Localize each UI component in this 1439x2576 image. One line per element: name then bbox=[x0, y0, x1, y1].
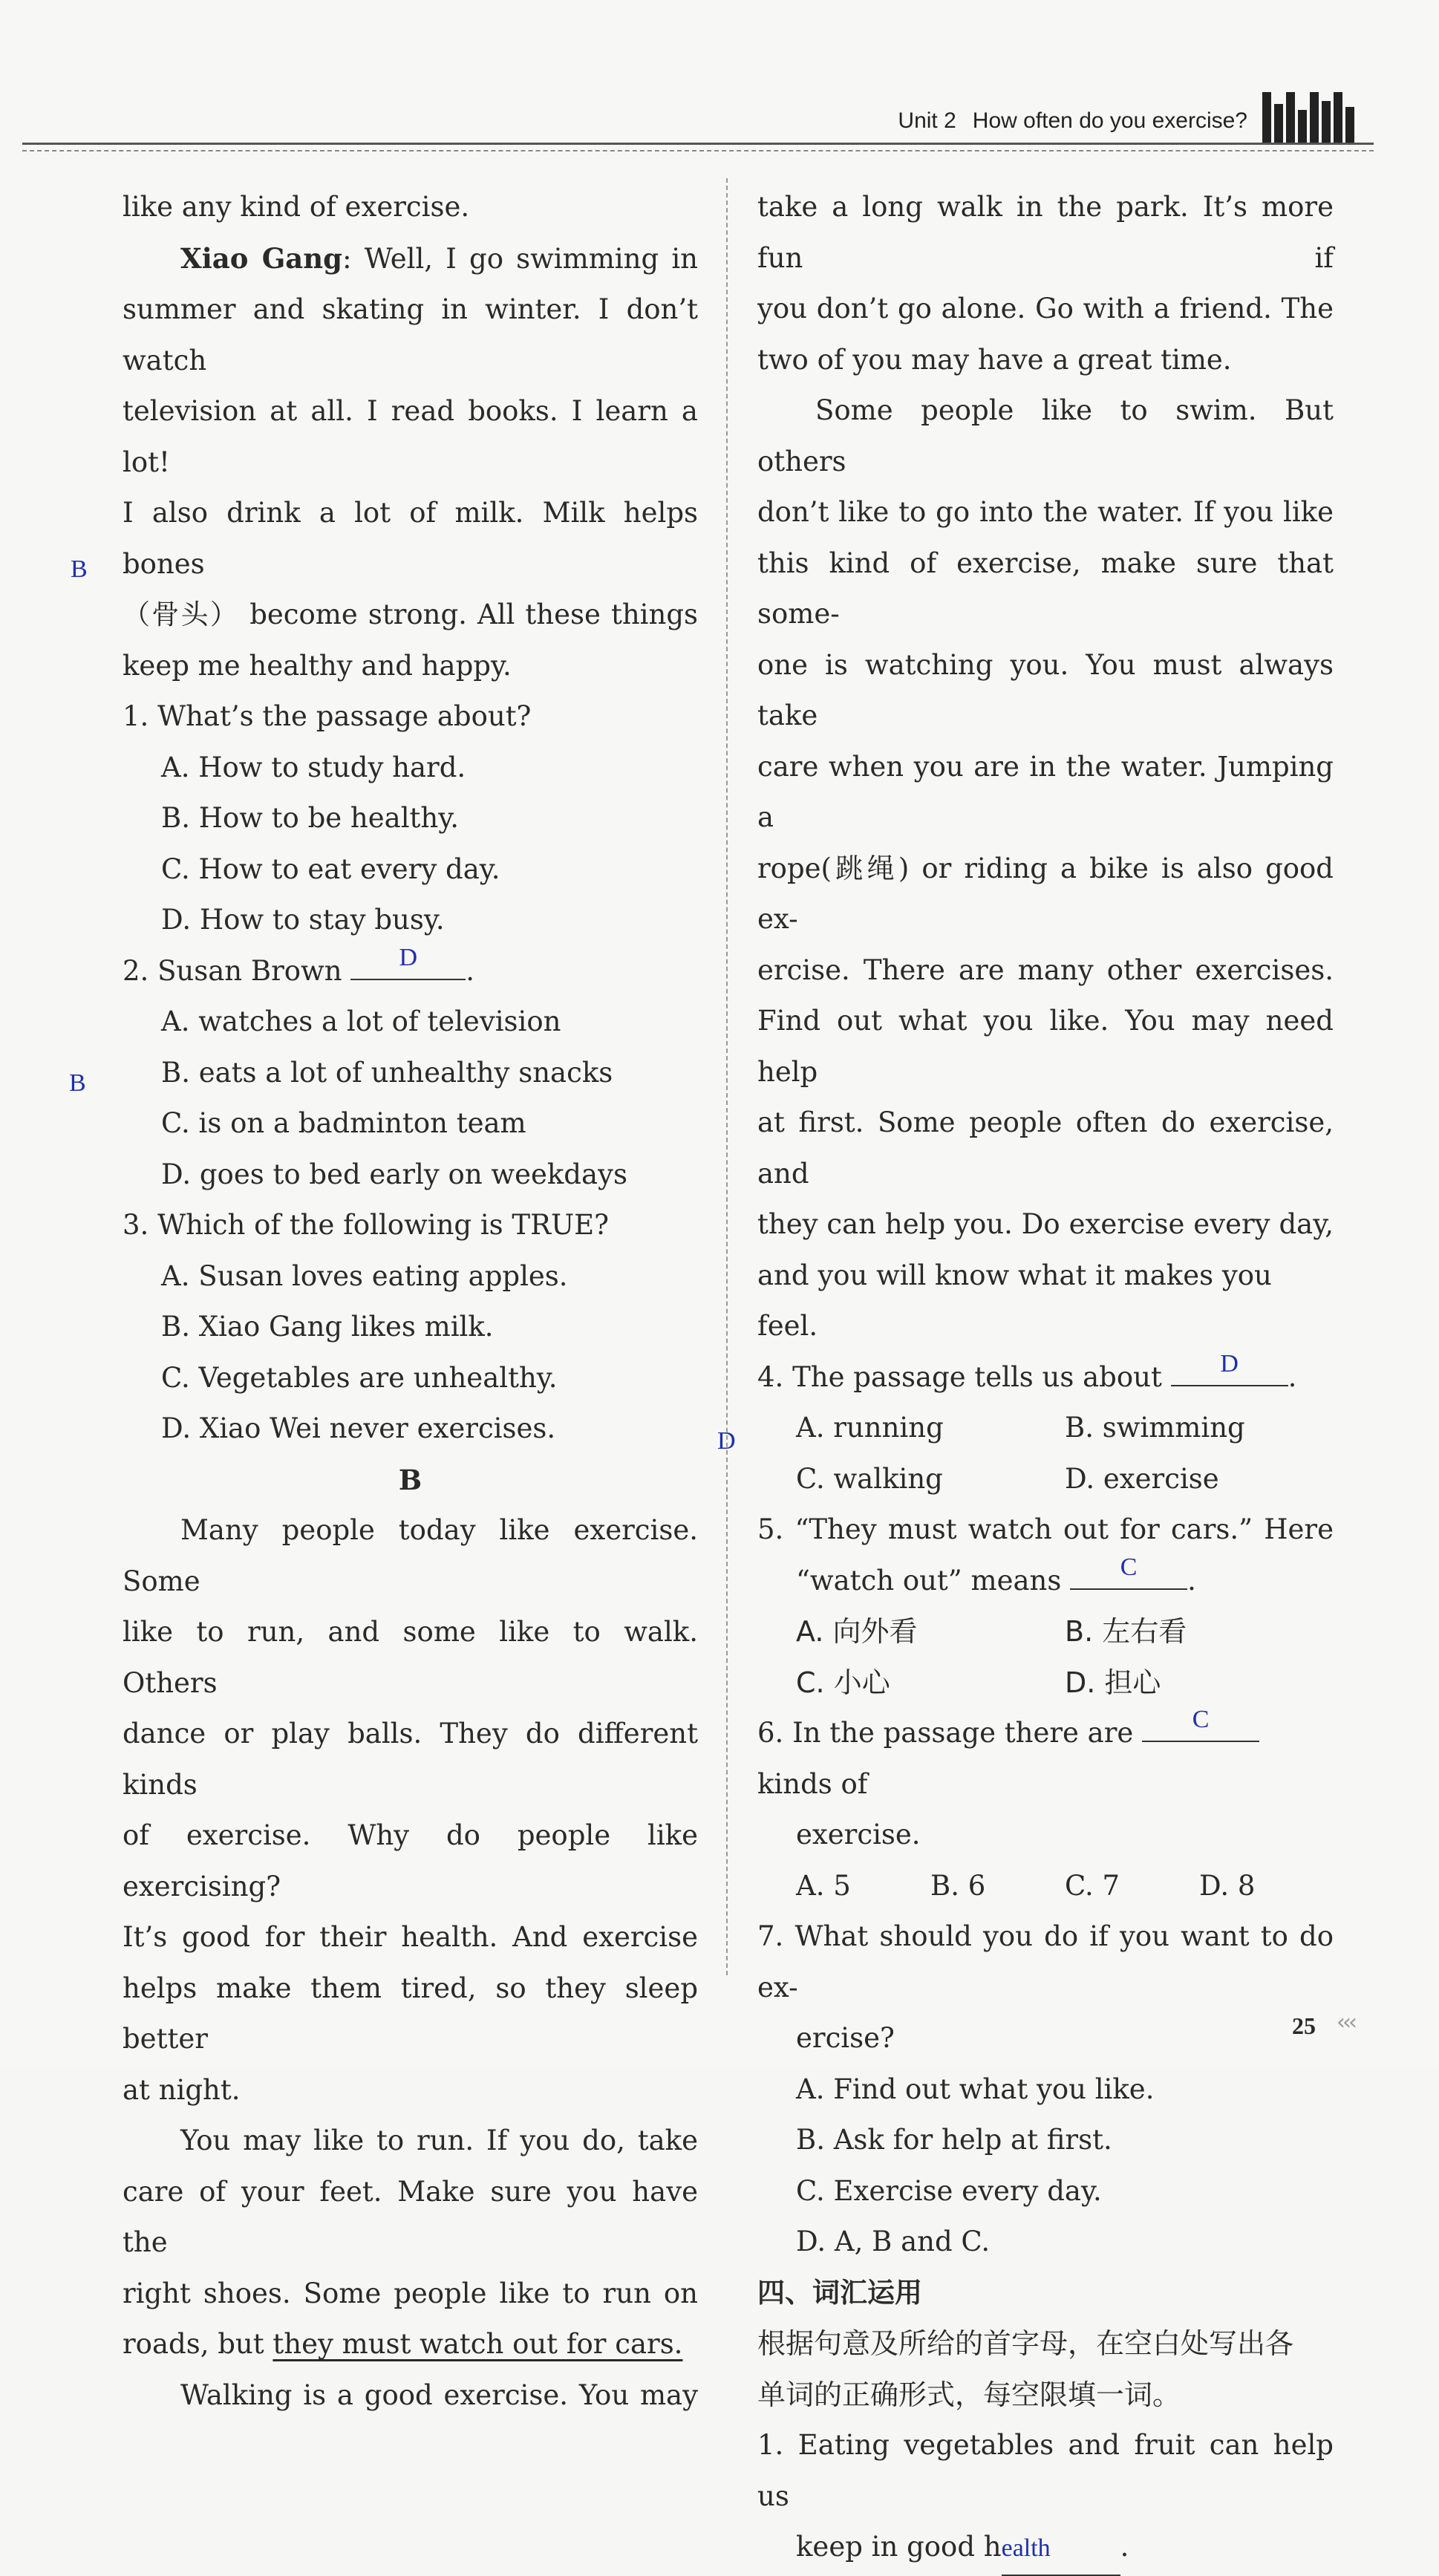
passage-line: don’t like to go into the water. If you like bbox=[757, 496, 1334, 528]
passage-line: they can help you. Do exercise every day, bbox=[757, 1208, 1334, 1240]
handwritten-answer: D bbox=[399, 943, 418, 971]
question-1-stem: 1. What’s the passage about? bbox=[123, 700, 532, 732]
piano-keys-icon bbox=[1262, 89, 1359, 144]
passage-line: at night. bbox=[123, 2073, 241, 2106]
vocab-item-1: 1. Eating vegetables and fruit can help us bbox=[757, 2429, 1334, 2512]
section-4-instruction: 单词的正确形式，每空限填一词。 bbox=[757, 2378, 1181, 2411]
passage-line: this kind of exercise, make sure that some- bbox=[757, 547, 1334, 630]
passage-line: ercise. There are many other exercises. bbox=[757, 953, 1334, 986]
answer-blank bbox=[350, 943, 466, 980]
passage-line: Walking is a good exercise. You may bbox=[180, 2378, 698, 2411]
question-4-options: A. running B. swimming bbox=[796, 1412, 1245, 1444]
section-4-instruction: 根据句意及所给的首字母，在空白处写出各 bbox=[757, 2327, 1294, 2360]
question-7-stem: 7. What should you do if you want to do ex- bbox=[757, 1920, 1334, 2003]
page-number: 25 bbox=[1292, 2012, 1316, 2039]
question-5-stem: 5. “They must watch out for cars.” Here bbox=[757, 1513, 1334, 1545]
question-6-stem-2: exercise. bbox=[796, 1819, 921, 1851]
page-header bbox=[22, 89, 1374, 149]
section-4-title: 四、词汇运用 bbox=[757, 2276, 922, 2309]
question-1-option: B. How to be healthy. bbox=[161, 802, 460, 834]
passage-line: care of your feet. Make sure you have the bbox=[123, 2175, 698, 2258]
question-2-option: B. eats a lot of unhealthy snacks bbox=[161, 1056, 613, 1089]
header-unit-title: How often do you exercise? bbox=[972, 108, 1247, 133]
passage-line: Some people like to swim. But others bbox=[757, 394, 1334, 477]
handwritten-answer: C bbox=[1120, 1553, 1138, 1581]
margin-answer: D bbox=[717, 1427, 736, 1455]
answer-blank bbox=[1142, 1708, 1259, 1742]
passage-line: I also drink a lot of milk. Milk helps bones bbox=[123, 497, 698, 580]
passage-line: Many people today like exercise. Some bbox=[123, 1514, 698, 1597]
question-1-option: C. How to eat every day. bbox=[161, 852, 500, 885]
section-b-heading: B bbox=[398, 1463, 422, 1496]
left-column bbox=[123, 182, 698, 2421]
question-7-stem-2: ercise? bbox=[796, 2022, 895, 2054]
passage-line: and you will know what it makes you feel. bbox=[757, 1259, 1272, 1342]
question-7-option: D. A, B and C. bbox=[796, 2226, 991, 2257]
header-rule bbox=[22, 143, 1374, 145]
question-6-options: A. 5 B. 6 C. 7 D. 8 bbox=[796, 1869, 1256, 1902]
vocab-item-1-line2: keep in good health . bbox=[757, 2522, 1334, 2576]
question-2-option: D. goes to bed early on weekdays bbox=[161, 1158, 627, 1190]
passage-a-end: like any kind of exercise. bbox=[123, 191, 470, 223]
question-2-stem: 2. Susan Brown D . bbox=[123, 946, 698, 997]
passage-line: one is watching you. You must always take bbox=[757, 648, 1334, 731]
speaker-name: Xiao Gang bbox=[180, 241, 343, 275]
question-1-option: A. How to study hard. bbox=[161, 751, 466, 783]
answer-blank bbox=[1070, 1553, 1187, 1590]
question-7-option: B. Ask for help at first. bbox=[796, 2124, 1112, 2156]
question-3-option: A. Susan loves eating apples. bbox=[161, 1259, 568, 1292]
passage-line: you don’t go alone. Go with a friend. The bbox=[757, 293, 1334, 325]
passage-line: right shoes. Some people like to run on bbox=[123, 2277, 698, 2309]
passage-line: Find out what you like. You may need help bbox=[757, 1005, 1334, 1088]
passage-line: take a long walk in the park. It’s more fun if bbox=[757, 191, 1334, 274]
question-4-stem: 4. The passage tells us about D . bbox=[757, 1352, 1334, 1403]
passage-line: two of you may have a great time. bbox=[757, 343, 1232, 376]
passage-line: keep me healthy and happy. bbox=[123, 649, 512, 682]
header-unit: Unit 2 bbox=[898, 108, 956, 133]
passage-line: roads, but they must watch out for cars. bbox=[123, 2328, 683, 2360]
handwritten-answer: D bbox=[1220, 1349, 1239, 1377]
margin-answer: B bbox=[69, 1069, 86, 1097]
column-divider bbox=[726, 178, 728, 1975]
question-1-option: D. How to stay busy. bbox=[161, 904, 445, 936]
question-3-option: B. Xiao Gang likes milk. bbox=[161, 1311, 494, 1343]
passage-line: dance or play balls. They do different kinds bbox=[123, 1718, 698, 1801]
passage-line: of exercise. Why do people like exercising? bbox=[123, 1819, 698, 1902]
passage-line: summer and skating in winter. I don’t watch bbox=[123, 293, 698, 376]
passage-line: television at all. I read books. I learn a lot! bbox=[123, 395, 698, 478]
question-5-options: A. 向外看 B. 左右看 bbox=[796, 1615, 1187, 1648]
question-4-options: C. walking D. exercise bbox=[796, 1462, 1219, 1495]
passage-line: like to run, and some like to walk. Others bbox=[123, 1616, 698, 1699]
question-3-option: C. Vegetables are unhealthy. bbox=[161, 1361, 558, 1394]
header-dashed-rule bbox=[22, 150, 1374, 151]
answer-blank bbox=[1171, 1349, 1288, 1386]
passage-line: rope(跳绳) or riding a bike is also good ex- bbox=[757, 852, 1334, 935]
header-title bbox=[898, 108, 1247, 134]
margin-answer: B bbox=[71, 555, 88, 583]
passage-line: care when you are in the water. Jumping a bbox=[757, 750, 1334, 833]
chevron-left-icon: ‹‹‹ bbox=[1337, 2009, 1354, 2035]
question-7-option: C. Exercise every day. bbox=[796, 2174, 1102, 2207]
passage-line: （骨头） become strong. All these things bbox=[123, 599, 698, 630]
question-3-stem: 3. Which of the following is TRUE? bbox=[123, 1209, 609, 1241]
question-3-option: D. Xiao Wei never exercises. bbox=[161, 1412, 556, 1444]
question-6-stem: 6. In the passage there are C kinds of bbox=[757, 1708, 1334, 1810]
handwritten-answer: ealth bbox=[1002, 2523, 1120, 2576]
question-5-options: C. 小心 D. 担心 bbox=[796, 1666, 1161, 1699]
underlined-phrase: they must watch out for cars. bbox=[273, 2328, 683, 2360]
passage-line: It’s good for their health. And exercise bbox=[123, 1921, 698, 1953]
xiao-gang-line: Xiao Gang: Well, I go swimming in bbox=[180, 241, 698, 275]
right-column bbox=[757, 182, 1334, 2576]
passage-line: helps make them tired, so they sleep better bbox=[123, 1972, 698, 2055]
question-5-stem-2: “watch out” means C . bbox=[757, 1556, 1334, 1607]
question-2-option: C. is on a badminton team bbox=[161, 1107, 526, 1139]
passage-line: at first. Some people often do exercise, and bbox=[757, 1106, 1334, 1190]
handwritten-answer: C bbox=[1192, 1706, 1210, 1733]
question-7-option: A. Find out what you like. bbox=[796, 2073, 1155, 2105]
question-2-option: A. watches a lot of television bbox=[161, 1005, 561, 1037]
passage-line: You may like to run. If you do, take bbox=[180, 2125, 698, 2156]
